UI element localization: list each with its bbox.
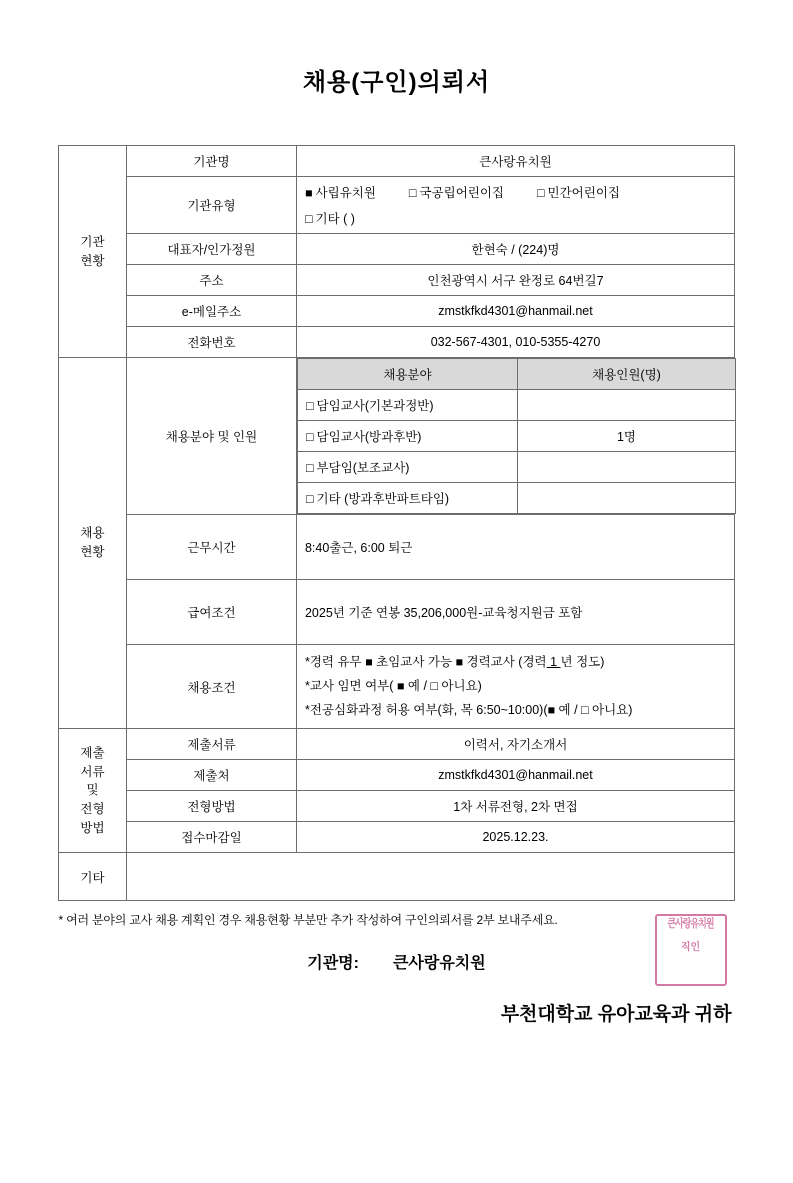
hire-condition-line-1a: *경력 유무 ■ 초임교사 가능 ■ 경력교사 (경력 [304, 655, 547, 669]
docs-deadline-value: 2025.12.23. [296, 822, 734, 853]
table-row [58, 234, 734, 265]
org-type-option-3-label: 기타 ( ) [315, 212, 355, 226]
hire-condition-years: 1 [546, 655, 561, 669]
org-email-label: e-메일주소 [126, 296, 296, 327]
hire-field-header-1: 채용인원(명) [517, 359, 735, 390]
table-row [58, 580, 734, 645]
hire-condition-value [296, 645, 734, 729]
section-label-docs [58, 729, 126, 853]
section-label-etc: 기타 [58, 853, 126, 901]
hire-field-row-0-label: 담임교사(기본과정반) [316, 399, 434, 413]
org-address-value: 인천광역시 서구 완정로 64번길7 [296, 265, 734, 296]
section-label-org-line1: 기관 [80, 234, 105, 249]
checkbox-icon[interactable]: □ [304, 212, 313, 226]
table-row [58, 729, 734, 760]
table-row [297, 390, 735, 421]
hire-salary-label: 급여조건 [126, 580, 296, 645]
section-label-hire [58, 358, 126, 729]
table-row [58, 265, 734, 296]
org-type-option-0[interactable] [305, 186, 379, 200]
hire-field-table [297, 358, 736, 514]
org-type-option-1[interactable] [409, 186, 508, 200]
document-page [0, 62, 793, 1183]
org-ceo-label: 대표자/인가정원 [126, 234, 296, 265]
docs-deadline-label: 접수마감일 [126, 822, 296, 853]
org-type-option-2-label: 민간어린이집 [547, 186, 620, 200]
table-row [58, 760, 734, 791]
form-note: * 여러 분야의 교사 채용 계획인 경우 채용현황 부분만 추가 작성하여 구인의뢰서를 2부 보내주세요. [58, 913, 558, 928]
hire-condition-line-1b: 년 정도) [560, 655, 605, 669]
hire-field-row-2[interactable] [297, 452, 517, 483]
seal-center-text: 직인 [680, 942, 701, 954]
hire-field-table-cell [296, 358, 734, 515]
section-label-docs-line4: 전형 [80, 802, 105, 817]
checkbox-icon[interactable]: □ [305, 492, 314, 506]
section-label-docs-line5: 방법 [80, 820, 105, 835]
org-type-label: 기관유형 [126, 177, 296, 234]
section-label-hire-line1: 채용 [80, 526, 105, 541]
org-email-value: zmstkfkd4301@hanmail.net [296, 296, 734, 327]
docs-place-value: zmstkfkd4301@hanmail.net [296, 760, 734, 791]
signature-org-value: 큰사랑유치원 [392, 955, 486, 973]
checkbox-icon[interactable]: □ [305, 461, 314, 475]
recipient-line: 부천대학교 유아교육과 귀하 [500, 1004, 732, 1026]
table-row [58, 791, 734, 822]
hire-field-row-3-label: 기타 (방과후반파트타임) [316, 492, 450, 506]
hire-condition-line-2: *교사 임면 여부( ■ 예 / □ 아니요) [304, 678, 482, 693]
hire-condition-line-3: *전공심화과정 허용 여부(화, 목 6:50~10:00)(■ 예 / □ 아니요) [304, 702, 633, 717]
hire-count-1: 1명 [517, 421, 735, 452]
docs-method-value: 1차 서류전형, 2차 면접 [296, 791, 734, 822]
org-address-label: 주소 [126, 265, 296, 296]
section-label-org-line2: 현황 [80, 253, 105, 268]
table-row [297, 421, 735, 452]
table-row [58, 645, 734, 729]
checkbox-icon[interactable]: □ [408, 186, 417, 200]
hire-field-row-1[interactable] [297, 421, 517, 452]
table-row [58, 177, 734, 234]
table-row [58, 296, 734, 327]
hire-condition-line-1 [305, 651, 726, 675]
signature-org-label: 기관명: [307, 955, 359, 973]
hire-condition-label: 채용조건 [126, 645, 296, 729]
recruitment-form-table [58, 145, 735, 901]
table-row [58, 327, 734, 358]
org-type-option-3[interactable] [305, 212, 355, 226]
docs-place-label: 제출처 [126, 760, 296, 791]
docs-submit-label: 제출서류 [126, 729, 296, 760]
org-tel-label: 전화번호 [126, 327, 296, 358]
section-label-docs-line1: 제출 [80, 745, 105, 760]
org-type-option-1-label: 국공립어린이집 [419, 186, 504, 200]
org-name-value: 큰사랑유치원 [296, 146, 734, 177]
org-tel-value: 032-567-4301, 010-5355-4270 [296, 327, 734, 358]
checkbox-icon[interactable]: □ [536, 186, 545, 200]
seal-text: 큰사랑유치원 [667, 918, 714, 931]
org-type-option-0-label: 사립유치원 [315, 186, 376, 200]
hire-field-row-0[interactable] [297, 390, 517, 421]
hire-count-3 [517, 483, 735, 514]
table-row [58, 853, 734, 901]
docs-submit-value: 이력서, 자기소개서 [296, 729, 734, 760]
page-title: 채용(구인)의뢰서 [302, 69, 491, 96]
checkbox-icon[interactable]: □ [305, 430, 314, 444]
table-header-row [297, 359, 735, 390]
section-label-hire-line2: 현황 [80, 545, 105, 560]
docs-method-label: 전형방법 [126, 791, 296, 822]
org-type-options [296, 177, 734, 234]
section-etc-value [126, 853, 734, 901]
checkbox-icon[interactable]: ■ [304, 186, 313, 200]
org-name-label: 기관명 [126, 146, 296, 177]
section-label-org [58, 146, 126, 358]
official-seal-icon [655, 914, 727, 986]
hire-field-header-0: 채용분야 [297, 359, 517, 390]
table-row [297, 483, 735, 514]
org-ceo-value: 한현숙 / (224)명 [296, 234, 734, 265]
hire-count-2 [517, 452, 735, 483]
hire-field-row-1-label: 담임교사(방과후반) [316, 430, 422, 444]
org-type-option-2[interactable] [537, 186, 620, 200]
hire-field-label: 채용분야 및 인원 [126, 358, 296, 515]
hire-salary-value: 2025년 기준 연봉 35,206,000원-교육청지원금 포함 [296, 580, 734, 645]
checkbox-icon[interactable]: □ [305, 399, 314, 413]
table-row [58, 822, 734, 853]
section-label-docs-line3: 및 [86, 783, 99, 798]
table-row [58, 146, 734, 177]
table-row [58, 515, 734, 580]
hire-field-row-3[interactable] [297, 483, 517, 514]
table-row [297, 452, 735, 483]
table-row [58, 358, 734, 515]
hire-count-0 [517, 390, 735, 421]
hire-worktime-value: 8:40출근, 6:00 퇴근 [296, 515, 734, 580]
hire-worktime-label: 근무시간 [126, 515, 296, 580]
hire-field-row-2-label: 부담임(보조교사) [316, 461, 410, 475]
section-label-docs-line2: 서류 [80, 764, 105, 779]
